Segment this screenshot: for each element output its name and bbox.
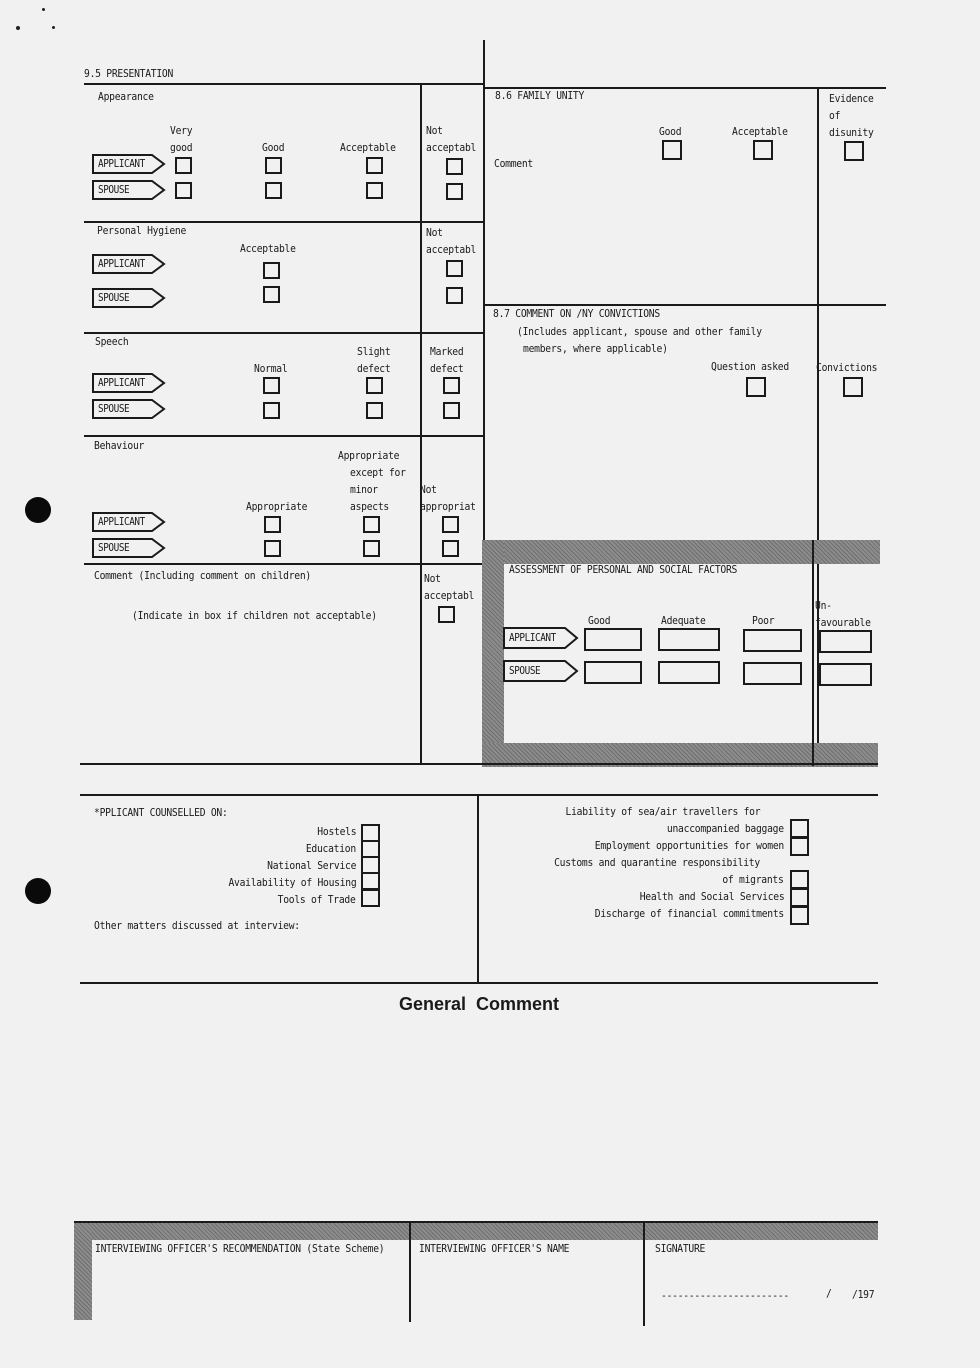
- children-comment-label: Comment (Including comment on children): [94, 569, 312, 582]
- behaviour-col-except-2: except for: [350, 466, 406, 479]
- assessment-title: ASSESSMENT OF PERSONAL AND SOCIAL FACTORS: [509, 563, 738, 576]
- counsel-national-service-label: National Service: [266, 859, 356, 872]
- behaviour-applicant-appropriate-checkbox[interactable]: [264, 516, 281, 533]
- counsel-tools-checkbox[interactable]: [361, 889, 380, 907]
- counselled-bottom-rule: [80, 982, 878, 984]
- col-very-good-1: Very: [170, 124, 193, 137]
- recommendation-field[interactable]: [94, 1258, 406, 1318]
- speech-col-slight-1: Slight: [357, 345, 391, 358]
- assessment-applicant-poor-box[interactable]: [743, 629, 802, 652]
- assessment-spouse-good-box[interactable]: [584, 661, 642, 684]
- hygiene-col-not-2: acceptabl: [426, 243, 477, 256]
- footer-divider-1: [409, 1222, 411, 1322]
- family-col-evidence-2: of: [829, 109, 841, 122]
- convictions-col-convictions: Convictions: [816, 361, 878, 374]
- officer-name-field[interactable]: [414, 1258, 640, 1318]
- speech-spouse-slight-defect-checkbox[interactable]: [366, 402, 383, 419]
- assessment-spouse-adequate-box[interactable]: [658, 661, 720, 684]
- assessment-spouse-poor-box[interactable]: [743, 662, 802, 685]
- family-unity-title: 8.6 FAMILY UNITY: [495, 89, 585, 102]
- signature-label: SIGNATURE: [655, 1242, 706, 1255]
- spouse-tag: SPOUSE: [92, 180, 166, 200]
- speech-spouse-marked-defect-checkbox[interactable]: [443, 402, 460, 419]
- assessment-shade-left: [482, 540, 504, 765]
- main-grid-bottom-rule: [80, 763, 878, 765]
- hole-punch-bottom: [25, 878, 51, 904]
- behaviour-col-appropriate: Appropriate: [246, 500, 308, 513]
- date-separator: /: [826, 1287, 832, 1300]
- speech-col-normal: Normal: [254, 362, 288, 375]
- hygiene-col-not-1: Not: [426, 226, 443, 239]
- spouse-tag: SPOUSE: [92, 288, 166, 308]
- col-not-1: Not: [426, 124, 443, 137]
- behaviour-spouse-except-minor-checkbox[interactable]: [363, 540, 380, 557]
- assessment-col-unfav-1: Un-: [815, 599, 832, 612]
- counsel-education-label: Education: [305, 842, 356, 855]
- counselled-top-rule: [80, 794, 878, 796]
- general-comment-area[interactable]: [80, 1022, 878, 1212]
- counsel-baggage-label-1: Liability of sea/air travellers for: [565, 805, 760, 818]
- hole-punch-top: [25, 497, 51, 523]
- footer-shade-left: [74, 1222, 92, 1320]
- counsel-health-checkbox[interactable]: [790, 888, 809, 907]
- spouse-tag: SPOUSE: [92, 399, 166, 419]
- counsel-customs-label-2: of migrants: [722, 873, 784, 886]
- presentation-top-rule: [84, 83, 484, 85]
- hygiene-applicant-acceptable-checkbox[interactable]: [263, 262, 280, 279]
- speech-col-marked-1: Marked: [430, 345, 464, 358]
- appearance-spouse-very-good-checkbox[interactable]: [175, 182, 192, 199]
- footer-top-rule: [74, 1221, 878, 1223]
- convictions-subtitle-1: (Includes applicant, spouse and other family: [517, 325, 762, 338]
- counselled-divider: [477, 795, 479, 983]
- counsel-tools-label: Tools of Trade: [278, 893, 356, 906]
- applicant-tag: APPLICANT: [92, 512, 166, 532]
- counsel-hostels-label: Hostels: [317, 825, 356, 838]
- hygiene-spouse-acceptable-checkbox[interactable]: [263, 286, 280, 303]
- signature-line[interactable]: -----------------------: [661, 1289, 789, 1302]
- assessment-col-good: Good: [588, 614, 611, 627]
- behaviour-col-except-4: aspects: [350, 500, 389, 513]
- general-comment-heading: General Comment: [399, 994, 560, 1014]
- ink-speck: [42, 8, 45, 11]
- assessment-col-poor: Poor: [752, 614, 775, 627]
- col-very-good-2: good: [170, 141, 193, 154]
- behaviour-bottom-rule: [84, 563, 484, 565]
- children-col-not-1: Not: [424, 572, 441, 585]
- family-comment-label: Comment: [494, 157, 533, 170]
- presentation-title: 9.5 PRESENTATION: [84, 67, 174, 80]
- speech-applicant-normal-checkbox[interactable]: [263, 377, 280, 394]
- assessment-applicant-good-box[interactable]: [584, 628, 642, 651]
- spouse-tag: SPOUSE: [503, 660, 579, 682]
- children-col-not-2: acceptabl: [424, 589, 475, 602]
- question-asked-checkbox[interactable]: [746, 377, 766, 397]
- behaviour-applicant-not-appropriate-checkbox[interactable]: [442, 516, 459, 533]
- assessment-applicant-unfavourable-box[interactable]: [819, 630, 872, 653]
- convictions-col-question: Question asked: [711, 360, 789, 373]
- speech-spouse-normal-checkbox[interactable]: [263, 402, 280, 419]
- counsel-customs-label-1: Customs and quarantine responsibility: [554, 856, 760, 869]
- appearance-applicant-very-good-checkbox[interactable]: [175, 157, 192, 174]
- applicant-tag: APPLICANT: [503, 627, 579, 649]
- counsel-employment-checkbox[interactable]: [790, 837, 809, 856]
- family-col-acceptable: Acceptable: [732, 125, 788, 138]
- family-good-checkbox[interactable]: [662, 140, 682, 160]
- behaviour-spouse-not-appropriate-checkbox[interactable]: [442, 540, 459, 557]
- appearance-label: Appearance: [98, 90, 154, 103]
- children-not-acceptable-checkbox[interactable]: [438, 606, 455, 623]
- family-col-good: Good: [659, 125, 682, 138]
- counsel-baggage-label-2: unaccompanied baggage: [667, 822, 784, 835]
- appearance-applicant-acceptable-checkbox[interactable]: [366, 157, 383, 174]
- applicant-tag: APPLICANT: [92, 373, 166, 393]
- speech-col-marked-2: defect: [430, 362, 464, 375]
- appearance-spouse-good-checkbox[interactable]: [265, 182, 282, 199]
- appearance-spouse-not-acceptable-checkbox[interactable]: [446, 183, 463, 200]
- applicant-tag: APPLICANT: [92, 154, 166, 174]
- col-acceptable: Acceptable: [340, 141, 396, 154]
- ink-speck: [16, 26, 20, 30]
- assessment-col-adequate: Adequate: [661, 614, 706, 627]
- children-hint: (Indicate in box if children not acceptable): [132, 609, 377, 622]
- family-evidence-disunity-checkbox[interactable]: [844, 141, 864, 161]
- counselled-title: *PPLICANT COUNSELLED ON:: [94, 806, 228, 819]
- convictions-subtitle-2: members, where applicable): [523, 342, 668, 355]
- behaviour-spouse-appropriate-checkbox[interactable]: [264, 540, 281, 557]
- applicant-tag: APPLICANT: [92, 254, 166, 274]
- convictions-checkbox[interactable]: [843, 377, 863, 397]
- behaviour-label: Behaviour: [94, 439, 145, 452]
- recommendation-label: INTERVIEWING OFFICER'S RECOMMENDATION (State Scheme): [95, 1242, 385, 1255]
- counsel-health-label: Health and Social Services: [639, 890, 784, 903]
- appearance-applicant-not-acceptable-checkbox[interactable]: [446, 158, 463, 175]
- spouse-tag: SPOUSE: [92, 538, 166, 558]
- behaviour-col-except-1: Appropriate: [338, 449, 400, 462]
- date-year: /197: [852, 1288, 875, 1301]
- counsel-employment-label: Employment opportunities for women: [594, 839, 784, 852]
- behaviour-col-not-2: appropriat: [420, 500, 476, 513]
- family-col-evidence-3: disunity: [829, 126, 874, 139]
- unfavourable-column-divider: [812, 540, 814, 766]
- speech-applicant-marked-defect-checkbox[interactable]: [443, 377, 460, 394]
- family-col-evidence-1: Evidence: [829, 92, 874, 105]
- col-not-2: acceptabl: [426, 141, 477, 154]
- speech-applicant-slight-defect-checkbox[interactable]: [366, 377, 383, 394]
- footer-divider-2: [643, 1222, 645, 1326]
- assessment-applicant-adequate-box[interactable]: [658, 628, 720, 651]
- footer-shade-top: [74, 1222, 878, 1240]
- hygiene-applicant-not-acceptable-checkbox[interactable]: [446, 260, 463, 277]
- assessment-col-unfav-2: favourable: [815, 616, 871, 629]
- ink-speck: [52, 26, 55, 29]
- hygiene-label: Personal Hygiene: [97, 224, 187, 237]
- other-matters-label: Other matters discussed at interview:: [94, 919, 300, 932]
- convictions-title: 8.7 COMMENT ON /NY CONVICTIONS: [493, 307, 660, 320]
- behaviour-col-except-3: minor: [350, 483, 378, 496]
- officer-name-label: INTERVIEWING OFFICER'S NAME: [419, 1242, 570, 1255]
- counsel-housing-checkbox[interactable]: [361, 872, 380, 890]
- counsel-financial-checkbox[interactable]: [790, 906, 809, 925]
- speech-label: Speech: [95, 335, 129, 348]
- not-column-divider: [420, 84, 422, 764]
- counsel-financial-label: Discharge of financial commitments: [594, 907, 784, 920]
- behaviour-applicant-except-minor-checkbox[interactable]: [363, 516, 380, 533]
- hygiene-col-acceptable: Acceptable: [240, 242, 296, 255]
- appearance-spouse-acceptable-checkbox[interactable]: [366, 182, 383, 199]
- hygiene-spouse-not-acceptable-checkbox[interactable]: [446, 287, 463, 304]
- appearance-applicant-good-checkbox[interactable]: [265, 157, 282, 174]
- counsel-baggage-checkbox[interactable]: [790, 819, 809, 838]
- counsel-housing-label: Availability of Housing: [228, 876, 356, 889]
- behaviour-col-not-1: Not: [420, 483, 437, 496]
- assessment-spouse-unfavourable-box[interactable]: [819, 663, 872, 686]
- family-acceptable-checkbox[interactable]: [753, 140, 773, 160]
- col-good: Good: [262, 141, 285, 154]
- hygiene-bottom-rule: [84, 332, 484, 334]
- speech-col-slight-2: defect: [357, 362, 391, 375]
- counsel-customs-checkbox[interactable]: [790, 870, 809, 889]
